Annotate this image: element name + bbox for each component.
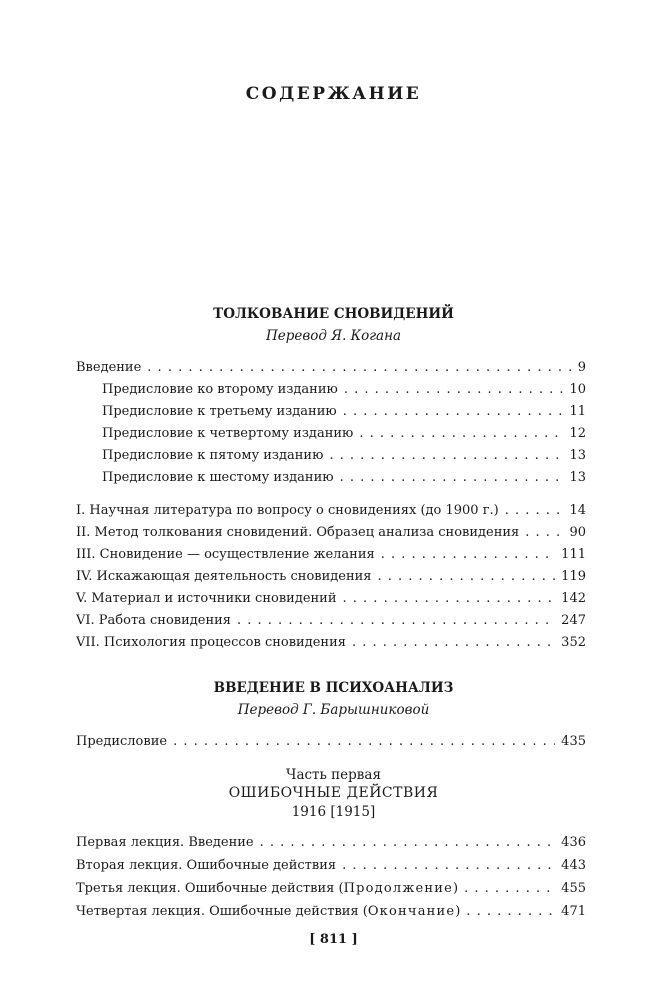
toc-entry[interactable] (76, 358, 586, 377)
toc-entry-title: Предисловие к шестому изданию (102, 470, 334, 485)
toc-entry-title-spaced: Окончание (367, 904, 456, 919)
toc-entry-title-tail: ) (455, 904, 461, 919)
toc-entry-page: 10 (569, 382, 586, 397)
toc-entry-title: III. Сновидение — осуществление желания (76, 547, 375, 562)
dot-leader (525, 523, 563, 542)
toc-entry[interactable] (76, 633, 586, 652)
toc-entry[interactable] (102, 468, 586, 487)
dot-leader (329, 446, 563, 465)
toc-entry-title: Предисловие к четвертому изданию (102, 426, 354, 441)
dot-leader (377, 567, 555, 586)
toc-entry[interactable] (102, 424, 586, 443)
dot-leader (359, 424, 563, 443)
toc-entry-title: VI. Работа сновидения (76, 613, 231, 628)
dot-leader (344, 380, 564, 399)
toc-entry-title: Первая лекция. Введение (76, 835, 254, 850)
toc-entry[interactable] (76, 589, 586, 608)
toc-entry[interactable] (102, 380, 586, 399)
toc-entry-page: 12 (569, 426, 586, 441)
toc-entry[interactable] (76, 523, 586, 542)
dot-leader (343, 589, 556, 608)
dot-leader (464, 879, 555, 898)
toc-entry-page: 13 (569, 448, 586, 463)
toc-entry-title (76, 902, 460, 921)
toc-entry-page: 119 (561, 569, 586, 584)
toc-entry[interactable] (76, 856, 586, 875)
part-title: ОШИБОЧНЫЕ ДЕЙСТВИЯ (228, 785, 439, 801)
toc-entry[interactable] (102, 402, 586, 421)
toc-entry-page: 13 (569, 470, 586, 485)
page-title: СОДЕРЖАНИЕ (245, 84, 422, 104)
toc-entry-title: Вторая лекция. Ошибочные действия (76, 858, 337, 873)
toc-entry-page: 111 (561, 547, 586, 562)
toc-entry-page: 90 (569, 525, 586, 540)
toc-entry-page: 14 (569, 503, 586, 518)
toc-entry-title: V. Материал и источники сновидений (76, 591, 337, 606)
dot-leader (466, 902, 555, 921)
toc-entry-title-text: Четвертая лекция. Ошибочные действия ( (76, 904, 368, 919)
section-title-intro-psychoanalysis: ВВЕДЕНИЕ В ПСИХОАНАЛИЗ (213, 680, 454, 696)
toc-entry-page: 11 (569, 404, 586, 419)
toc-entry-page: 352 (561, 635, 586, 650)
toc-entry-title: Введение (76, 360, 142, 375)
toc-entry-page: 455 (561, 881, 586, 896)
toc-entry[interactable] (76, 611, 586, 630)
toc-entry-title: Предисловие (76, 734, 168, 749)
translator-credit: Перевод Г. Барышниковой (237, 702, 430, 718)
toc-entry-page: 471 (561, 904, 586, 919)
dot-leader (505, 501, 564, 520)
toc-entry-title (76, 879, 458, 898)
toc-entry-title: Предисловие ко второму изданию (102, 382, 338, 397)
toc-entry-title: Предисловие к третьему изданию (102, 404, 337, 419)
toc-entry-title: I. Научная литература по вопросу о сновидениях (до 1900 г.) (76, 503, 499, 518)
toc-entry-page: 142 (561, 591, 586, 606)
toc-entry[interactable] (76, 879, 586, 898)
toc-entry[interactable] (76, 545, 586, 564)
toc-entry-page: 247 (561, 613, 586, 628)
toc-entry[interactable] (76, 501, 586, 520)
page-number: [ 811 ] (309, 932, 358, 947)
toc-entry-title-spaced: Продолжение (343, 881, 454, 896)
part-years: 1916 [1915] (291, 804, 376, 820)
toc-entry-title: II. Метод толкования сновидений. Образец анализа сновидения (76, 525, 520, 540)
dot-leader (147, 358, 571, 377)
toc-entry-page: 443 (561, 858, 586, 873)
dot-leader (352, 633, 555, 652)
dot-leader (343, 402, 564, 421)
toc-entry[interactable] (76, 732, 586, 751)
toc-entry-title-tail: ) (453, 881, 459, 896)
dot-leader (340, 468, 564, 487)
toc-entry-page: 435 (561, 734, 586, 749)
translator-credit: Перевод Я. Когана (265, 328, 402, 344)
dot-leader (173, 732, 555, 751)
dot-leader (342, 856, 555, 875)
part-label: Часть первая (286, 767, 381, 783)
toc-entry-page: 9 (577, 360, 586, 375)
toc-entry-title-text: Третья лекция. Ошибочные действия ( (76, 881, 344, 896)
toc-entry[interactable] (102, 446, 586, 465)
toc-entry[interactable] (76, 902, 586, 921)
toc-entry-title: VII. Психология процессов сновидения (76, 635, 346, 650)
toc-entry[interactable] (76, 833, 586, 852)
toc-entry-title: Предисловие к пятому изданию (102, 448, 324, 463)
toc-entry-title: IV. Искажающая деятельность сновидения (76, 569, 372, 584)
section-title-dream-interpretation: ТОЛКОВАНИЕ СНОВИДЕНИЙ (213, 306, 454, 322)
dot-leader (237, 611, 555, 630)
toc-entry-page: 436 (561, 835, 586, 850)
dot-leader (260, 833, 556, 852)
dot-leader (381, 545, 555, 564)
toc-entry[interactable] (76, 567, 586, 586)
